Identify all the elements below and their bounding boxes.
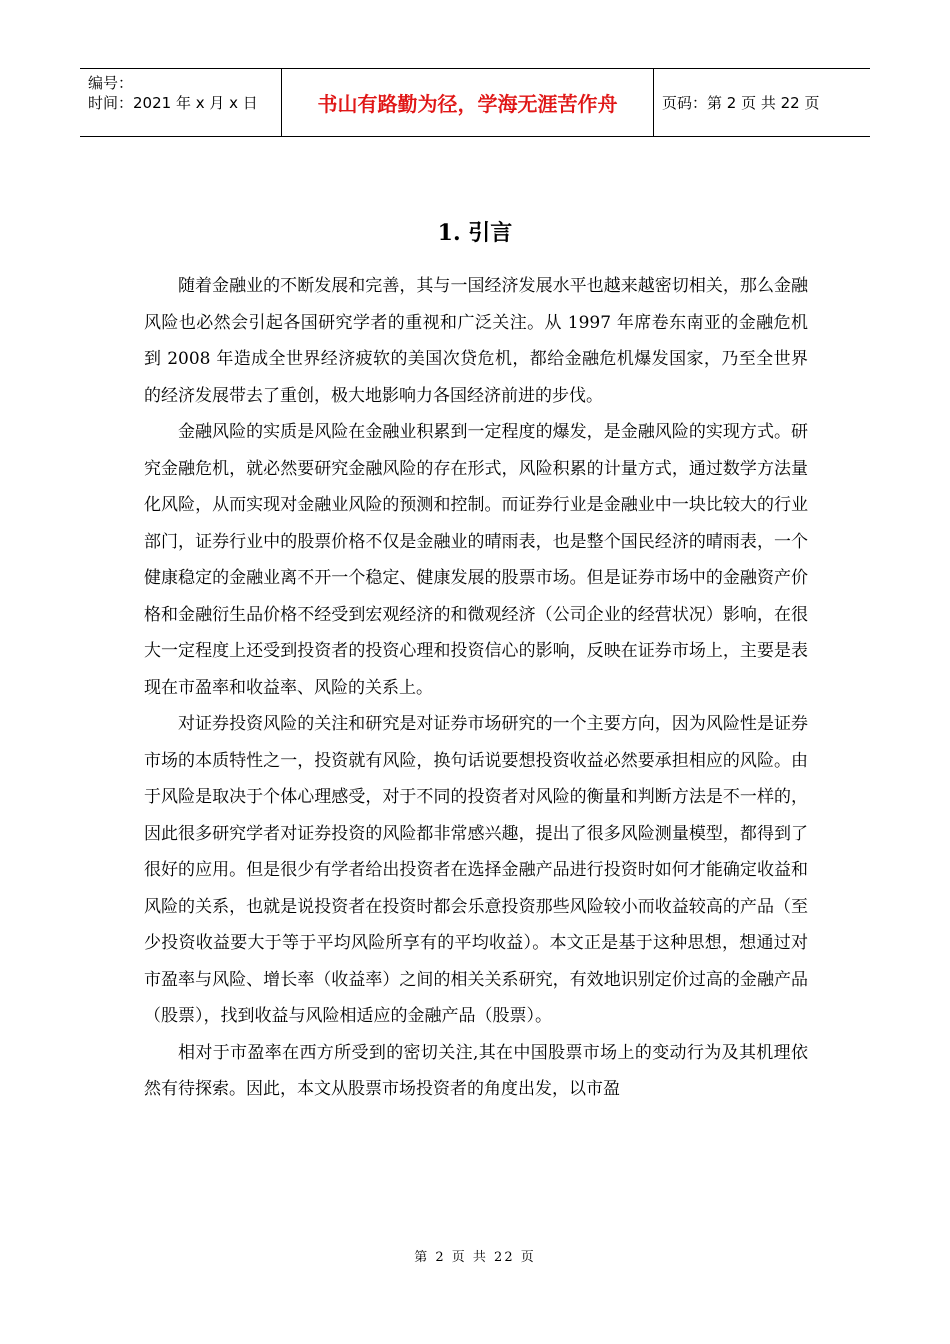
header-page-number: 页码：第 2 页 共 22 页 — [662, 94, 820, 112]
header-meta — [80, 69, 282, 136]
header-motto: 书山有路勤为径，学海无涯苦作舟 — [282, 69, 654, 136]
paragraph: 随着金融业的不断发展和完善，其与一国经济发展水平也越来越密切相关，那么金融风险也必然会引起各国研究学者的重视和广泛关注。从 1997 年席卷东南亚的金融危机到 2008 年造成全世界经济疲软的美国次贷危机，都给金融危机爆发国家，乃至全世界的经济发展带去了重创，极大地影响力各国经济前进的步伐。 — [144, 276, 808, 406]
document-number-label: 编号： — [88, 74, 134, 92]
paragraph: 金融风险的实质是风险在金融业积累到一定程度的爆发，是金融风险的实现方式。研究金融危机，就必然要研究金融风险的存在形式，风险积累的计量方式，通过数学方法量化风险，从而实现对金融业风险的预测和控制。而证券行业是金融业中一块比较大的行业部门，证券行业中的股票价格不仅是金融业的晴雨表，也是整个国民经济的晴雨表，一个健康稳定的金融业离不开一个稳定、健康发展的股票市场。但是证券市场中的金融资产价格和金融衍生品价格不经受到宏观经济的和微观经济（公司企业的经营状况）影响，在很大一定程度上还受到投资者的投资心理和投资信心的影响，反映在证券市场上，主要是表现在市盈率和收益率、风险的关系上。 — [144, 422, 808, 698]
document-date: 时间：2021 年 x 月 x 日 — [88, 94, 258, 112]
body-text — [144, 268, 808, 1108]
page-footer: 第 2 页 共 22 页 — [414, 1250, 536, 1265]
section-title: 1. 引言 — [437, 220, 513, 246]
page-header — [80, 68, 870, 137]
paragraph: 相对于市盈率在西方所受到的密切关注,其在中国股票市场上的变动行为及其机理依然有待探索。因此，本文从股票市场投资者的角度出发，以市盈 — [144, 1042, 808, 1099]
paragraph: 对证券投资风险的关注和研究是对证券市场研究的一个主要方向，因为风险性是证券市场的本质特性之一，投资就有风险，换句话说要想投资收益必然要承担相应的风险。由于风险是取决于个体心理感受，对于不同的投资者对风险的衡量和判断方法是不一样的，因此很多研究学者对证券投资的风险都非常感兴趣，提出了很多风险测量模型，都得到了很好的应用。但是很少有学者给出投资者在选择金融产品进行投资时如何才能确定收益和风险的关系，也就是说投资者在投资时都会乐意投资那些风险较小而收益较高的产品（至少投资收益要大于等于平均风险所享有的平均收益）。本文正是基于这种思想，想通过对市盈率与风险、增长率（收益率）之间的相关关系研究，有效地识别定价过高的金融产品（股票），找到收益与风险相适应的金融产品（股票）。 — [144, 714, 808, 1026]
